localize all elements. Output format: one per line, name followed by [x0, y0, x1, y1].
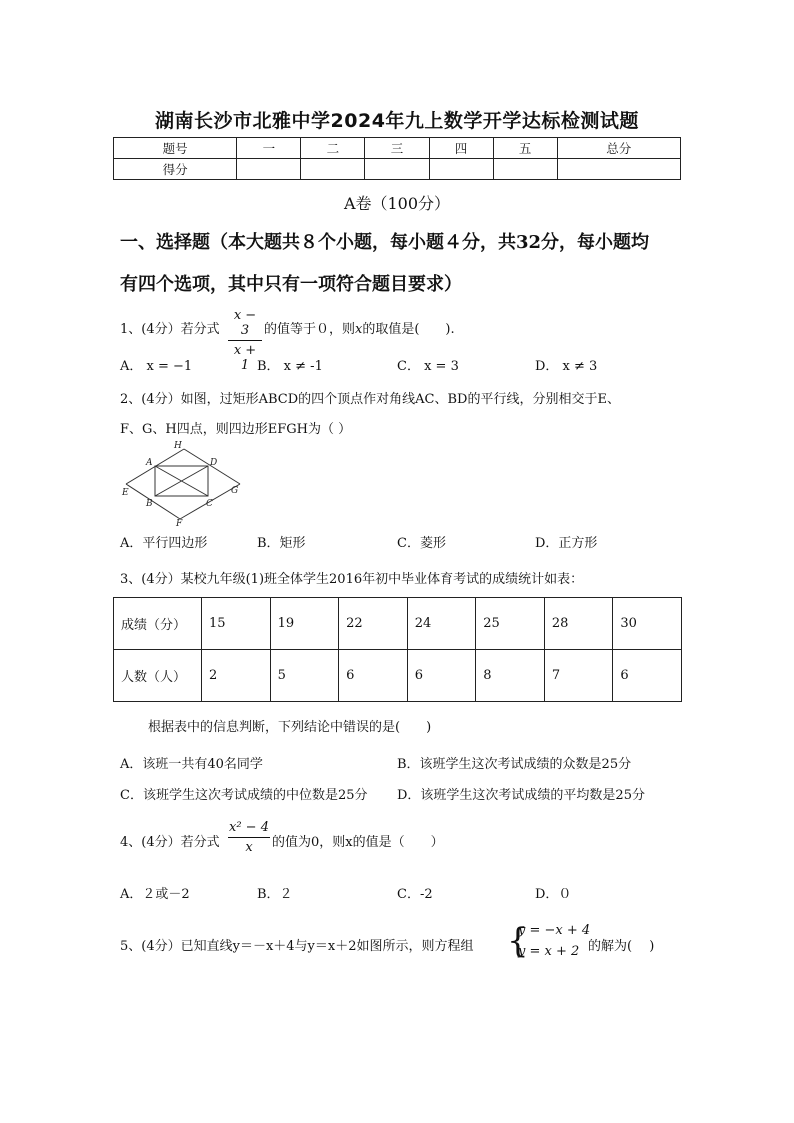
q3-option-a[interactable]: A．该班一共有40名同学 [120, 757, 263, 772]
grades-cell: 2 [202, 650, 271, 702]
grades-cell: 30 [613, 598, 682, 650]
q2-line1: 2、(4分）如图，过矩形ABCD的四个顶点作对角线AC、BD的平行线，分别相交于E、 [120, 392, 620, 407]
score-cell [237, 159, 301, 180]
label-f: F [176, 519, 183, 526]
score-cell: 总分 [557, 138, 680, 159]
grades-cell: 25 [476, 598, 545, 650]
score-table-score-row [114, 159, 681, 180]
q2-option-d[interactable]: D．正方形 [535, 536, 598, 551]
score-cell: 题号 [114, 138, 237, 159]
score-cell [557, 159, 680, 180]
grades-cell: 22 [339, 598, 408, 650]
score-cell [301, 159, 365, 180]
grades-cell: 24 [407, 598, 476, 650]
q1-option-c[interactable]: C． x = 3 [397, 359, 459, 374]
q2-line2: F、G、H四点，则四边形EFGH为（ ） [120, 422, 352, 437]
q1-var: x [355, 322, 363, 337]
label-a: A [146, 458, 153, 468]
q4-option-d[interactable]: D．０ [535, 887, 572, 902]
score-cell: 二 [301, 138, 365, 159]
score-table-header-row [114, 138, 681, 159]
q1-option-a[interactable]: A． x = −1 [120, 359, 193, 374]
score-cell [365, 159, 429, 180]
q5-prefix: 5、(4分）已知直线y＝－x＋4与y＝x＋2如图所示，则方程组 [120, 939, 474, 954]
q3-option-d[interactable]: D．该班学生这次考试成绩的平均数是25分 [397, 788, 645, 803]
q1-suffix-group [264, 318, 455, 337]
score-table [113, 137, 681, 180]
exam-title: 湖南长沙市北雅中学2024年九上数学开学达标检测试题 [155, 110, 639, 132]
label-d: D [210, 458, 218, 468]
label-g: G [231, 486, 239, 496]
section-a-heading: A卷（100分） [343, 194, 451, 213]
grades-count-row [114, 650, 682, 702]
grades-cell: 6 [339, 650, 408, 702]
q2-option-b[interactable]: B．矩形 [257, 536, 306, 551]
q4-prefix: 4、(4分）若分式 [120, 835, 220, 850]
q3-option-c[interactable]: C．该班学生这次考试成绩的中位数是25分 [120, 788, 368, 803]
grades-cell: 6 [613, 650, 682, 702]
system-brace: { [507, 921, 529, 961]
q3-option-b[interactable]: B．该班学生这次考试成绩的众数是25分 [397, 757, 632, 772]
section-one-heading-line1: 一、选择题（本大题共８个小题，每小题４分，共32分，每小题均 [120, 232, 650, 253]
q1-suffix: 的值等于０，则 [264, 322, 356, 337]
section-one-heading-line2: 有四个选项，其中只有一项符合题目要求） [120, 274, 462, 295]
q5-equation-system [518, 920, 590, 962]
grades-row-header: 人数（人） [114, 650, 202, 702]
line-fe [126, 484, 180, 519]
q1-option-d[interactable]: D． x ≠ 3 [535, 359, 598, 374]
q1-suffix2: 的取值是( ). [362, 322, 455, 337]
q4-fraction [228, 820, 270, 855]
fraction-bar [228, 340, 262, 341]
q1-option-b[interactable]: B． x ≠ -1 [257, 359, 323, 374]
q1-numerator: x − 3 [233, 308, 257, 338]
q4-option-b[interactable]: B．２ [257, 887, 293, 902]
score-cell [429, 159, 493, 180]
q5-equation-2: y = x + 2 [518, 944, 580, 959]
grades-cell: 15 [202, 598, 271, 650]
q2-option-c[interactable]: C．菱形 [397, 536, 446, 551]
grades-cell: 7 [544, 650, 613, 702]
q1-prefix: 1、(4分）若分式 [120, 322, 220, 337]
grades-cell: 8 [476, 650, 545, 702]
score-cell: 四 [429, 138, 493, 159]
label-c: C [206, 499, 213, 509]
score-cell: 一 [237, 138, 301, 159]
grades-score-row [114, 598, 682, 650]
score-cell: 五 [493, 138, 557, 159]
q4-option-a[interactable]: A．２或－2 [120, 887, 190, 902]
q3-line1: 3、(4分）某校九年级(1)班全体学生2016年初中毕业体育考试的成绩统计如表： [120, 572, 584, 587]
score-cell [493, 159, 557, 180]
label-e: E [122, 488, 129, 498]
q3-grades-table [113, 597, 682, 702]
grades-row-header: 成绩（分） [114, 598, 202, 650]
q5-suffix: 的解为( ) [588, 939, 655, 954]
q4-suffix: 的值为0，则x的值是（ ） [272, 835, 444, 850]
score-cell: 得分 [114, 159, 237, 180]
label-h: H [174, 441, 182, 451]
q2-option-a[interactable]: A．平行四边形 [120, 536, 208, 551]
q5-equation-1: y = −x + 4 [518, 923, 591, 938]
q2-rectangle-diagram [118, 440, 246, 526]
grades-cell: 19 [270, 598, 339, 650]
grades-cell: 5 [270, 650, 339, 702]
q3-question: 根据表中的信息判断，下列结论中错误的是( ) [148, 720, 432, 735]
score-cell: 三 [365, 138, 429, 159]
grades-cell: 28 [544, 598, 613, 650]
grades-cell: 6 [407, 650, 476, 702]
q4-numerator: x² − 4 [229, 820, 269, 835]
q1-denominator: x + 1 [233, 343, 257, 373]
fraction-bar [228, 837, 270, 838]
label-b: B [146, 499, 153, 509]
q4-option-c[interactable]: C．-2 [397, 887, 433, 902]
q4-denominator: x [245, 840, 253, 855]
